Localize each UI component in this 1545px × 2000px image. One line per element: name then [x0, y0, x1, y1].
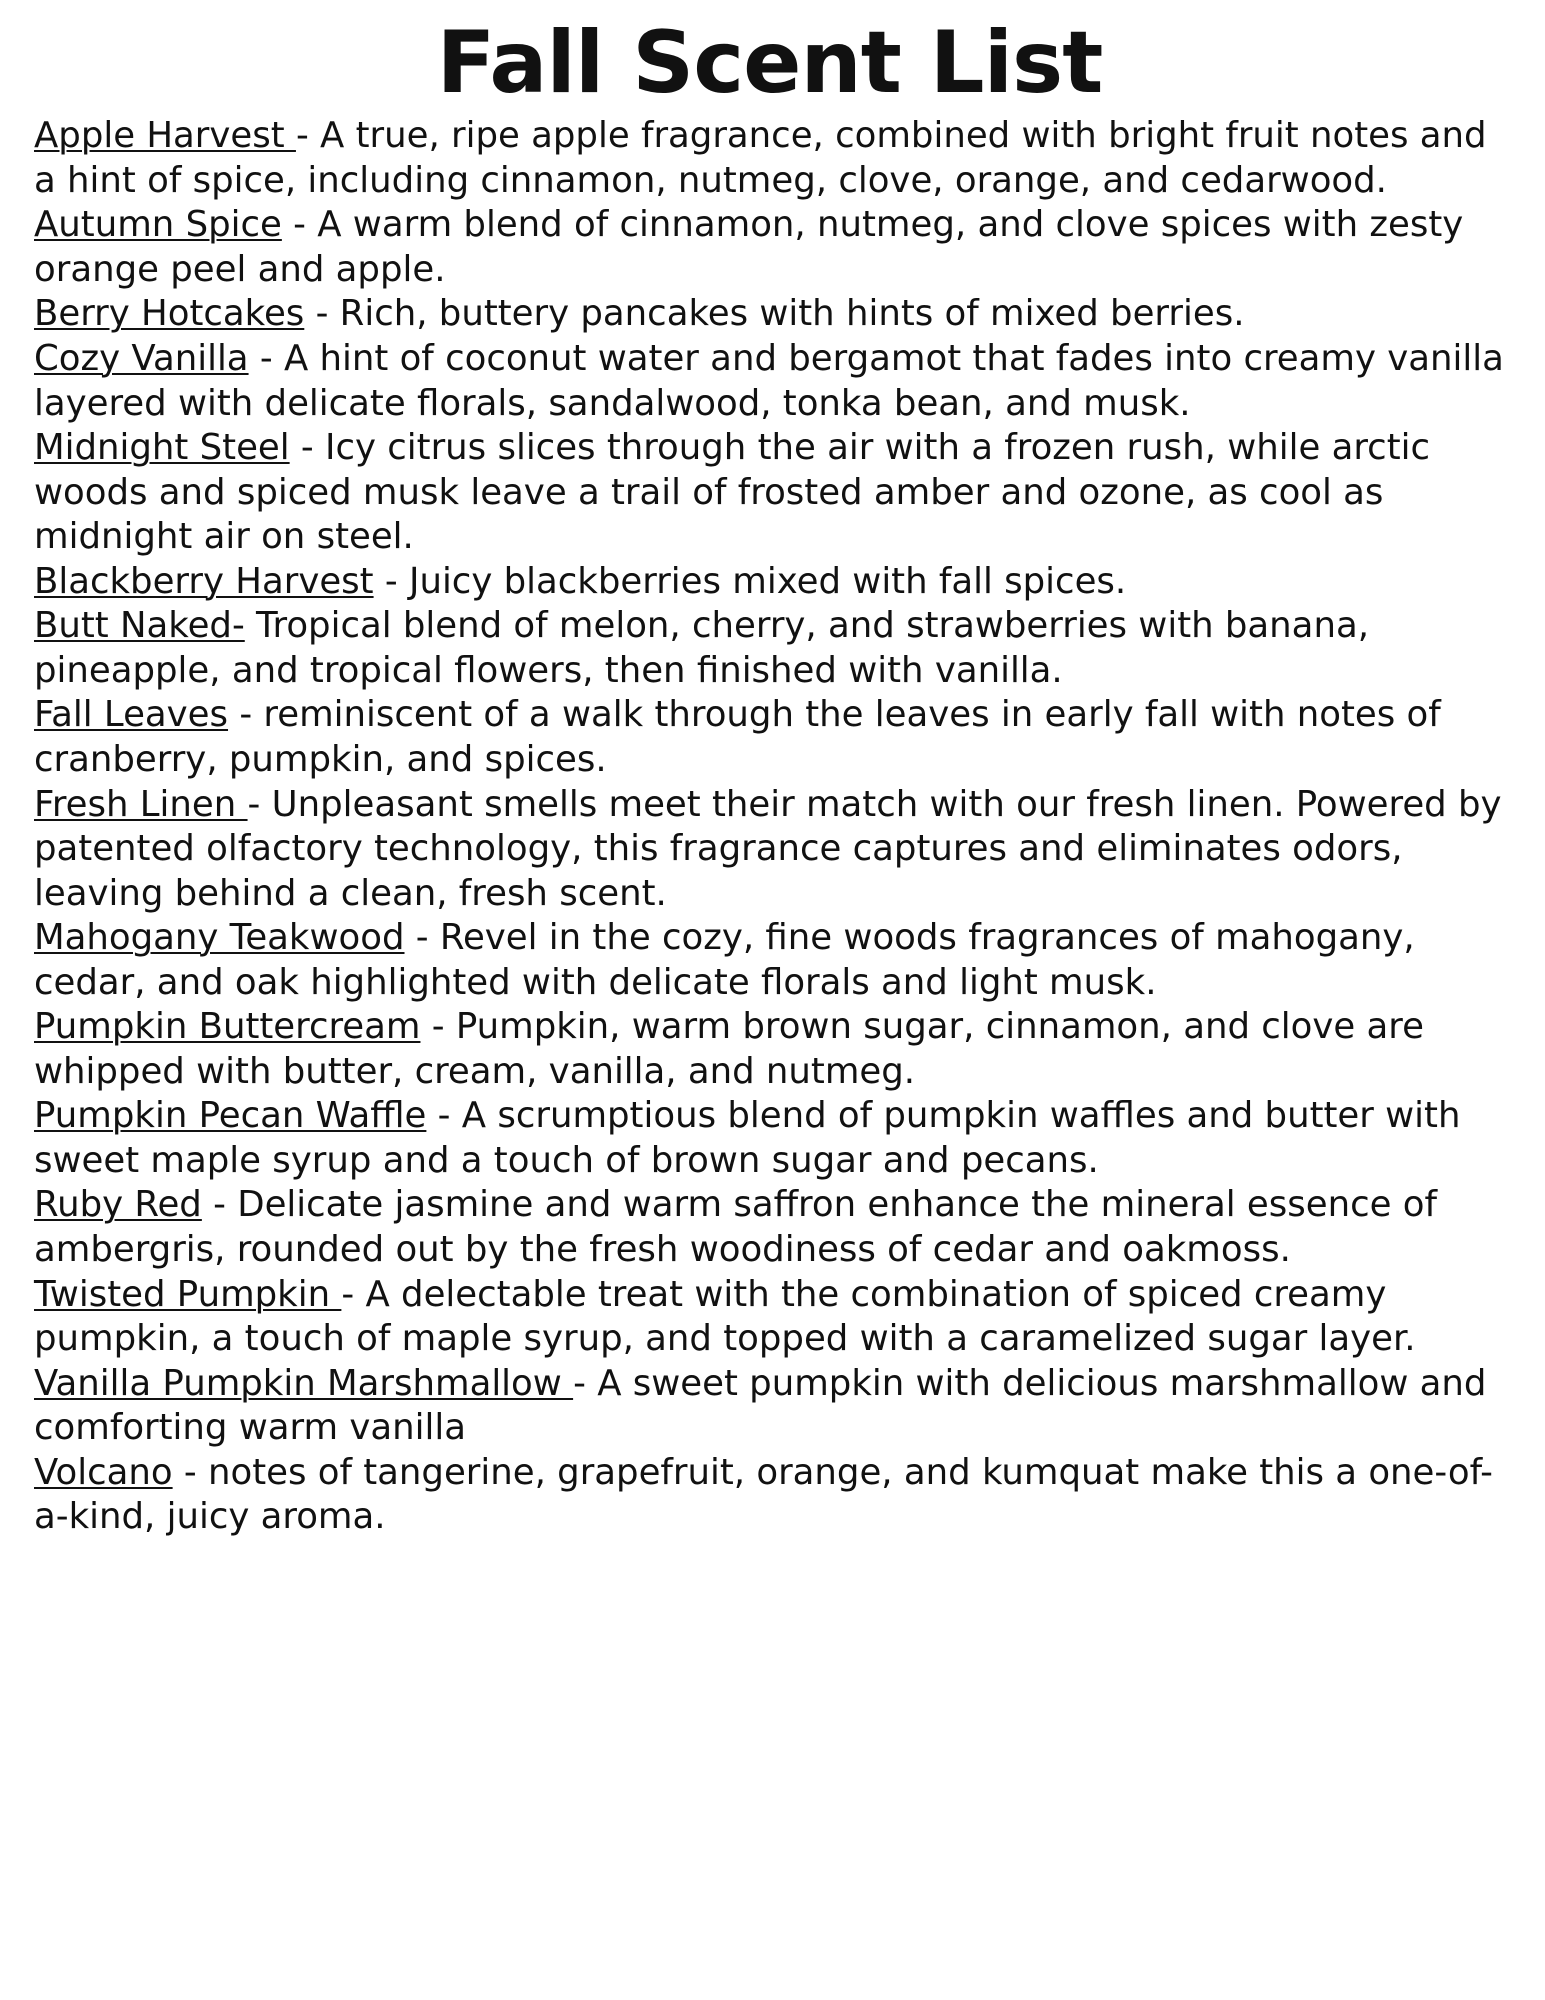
scent-description: - Revel in the cozy, fine woods fragrances of mahogany, cedar, and oak highlighted with delicate florals and light musk. — [34, 917, 1415, 1003]
scent-name: Twisted Pumpkin — [34, 1273, 342, 1315]
scent-description: - Icy citrus slices through the air with a frozen rush, while arctic woods and spiced musk leave a trail of frosted amber and ozone, as cool as midnight air on steel. — [34, 427, 1430, 558]
scent-description: - A true, ripe apple fragrance, combined with bright fruit notes and a hint of spice, including cinnamon, nutmeg, clove, orange, and cedarwood. — [34, 115, 1487, 201]
scent-name: Pumpkin Pecan Waffle — [34, 1095, 427, 1137]
list-item — [34, 1005, 1505, 1094]
scent-description: - A warm blend of cinnamon, nutmeg, and clove spices with zesty orange peel and apple. — [34, 204, 1464, 290]
scent-description: - Unpleasant smells meet their match with our fresh linen. Powered by patented olfactory technology, this fragrance captures and eliminates odors, leaving behind a clean, fresh scent. — [34, 783, 1502, 914]
scent-name: Midnight Steel — [34, 427, 290, 469]
scent-description: - A delectable treat with the combination of spiced creamy pumpkin, a touch of maple syrup, and topped with a caramelized sugar layer. — [34, 1273, 1416, 1360]
list-item — [34, 1094, 1505, 1183]
list-item — [34, 1273, 1505, 1362]
list-item — [34, 916, 1505, 1005]
list-item — [34, 1451, 1505, 1540]
scent-name: Fresh Linen — [34, 783, 248, 825]
list-item — [34, 693, 1505, 782]
scent-description: - Delicate jasmine and warm saffron enhance the mineral essence of ambergris, rounded out by the fresh woodiness of cedar and oakmoss. — [34, 1184, 1437, 1270]
list-item — [34, 604, 1505, 693]
page-title: Fall Scent List — [436, 13, 1103, 113]
scent-name: Fall Leaves — [34, 694, 229, 736]
list-item — [34, 292, 1505, 337]
list-item — [34, 560, 1505, 605]
scent-name: Ruby Red — [34, 1184, 202, 1226]
scent-description: - notes of tangerine, grapefruit, orange, and kumquat make this a one-of-a-kind, juicy aroma. — [34, 1451, 1493, 1538]
scent-description: - A hint of coconut water and bergamot that fades into creamy vanilla layered with delicate florals, sandalwood, tonka bean, and musk. — [34, 338, 1504, 424]
scent-name: Autumn Spice — [34, 204, 282, 246]
list-item — [34, 114, 1505, 203]
scent-name: Apple Harvest — [34, 115, 296, 157]
list-item — [34, 1183, 1505, 1272]
list-item — [34, 337, 1505, 426]
scent-list — [34, 114, 1505, 1540]
scent-name: Pumpkin Buttercream — [34, 1006, 421, 1048]
scent-description: - Juicy blackberries mixed with fall spices. — [373, 560, 1127, 602]
scent-name: Mahogany Teakwood — [34, 917, 405, 959]
scent-name: Butt Naked- — [34, 605, 245, 647]
scent-description: - A scrumptious blend of pumpkin waffles and butter with sweet maple syrup and a touch of brown sugar and pecans. — [34, 1095, 1461, 1181]
list-item — [34, 426, 1505, 560]
scent-name: Berry Hotcakes — [34, 293, 305, 335]
scent-description: - A sweet pumpkin with delicious marshmallow and comforting warm vanilla — [34, 1362, 1487, 1449]
scent-description: - reminiscent of a walk through the leaves in early fall with notes of cranberry, pumpkin, and spices. — [34, 694, 1441, 780]
list-item — [34, 203, 1505, 292]
scent-name: Volcano — [34, 1451, 173, 1493]
scent-description: Tropical blend of melon, cherry, and strawberries with banana, pineapple, and tropical flowers, then finished with vanilla. — [34, 605, 1369, 691]
list-item — [34, 783, 1505, 917]
scent-name: Vanilla Pumpkin Marshmallow — [34, 1362, 574, 1404]
scent-name: Blackberry Harvest — [34, 560, 374, 602]
list-item — [34, 1362, 1505, 1451]
scent-name: Cozy Vanilla — [34, 338, 249, 380]
scent-description: - Pumpkin, warm brown sugar, cinnamon, and clove are whipped with butter, cream, vanilla, and nutmeg. — [34, 1006, 1424, 1092]
scent-description: - Rich, buttery pancakes with hints of mixed berries. — [304, 293, 1245, 335]
